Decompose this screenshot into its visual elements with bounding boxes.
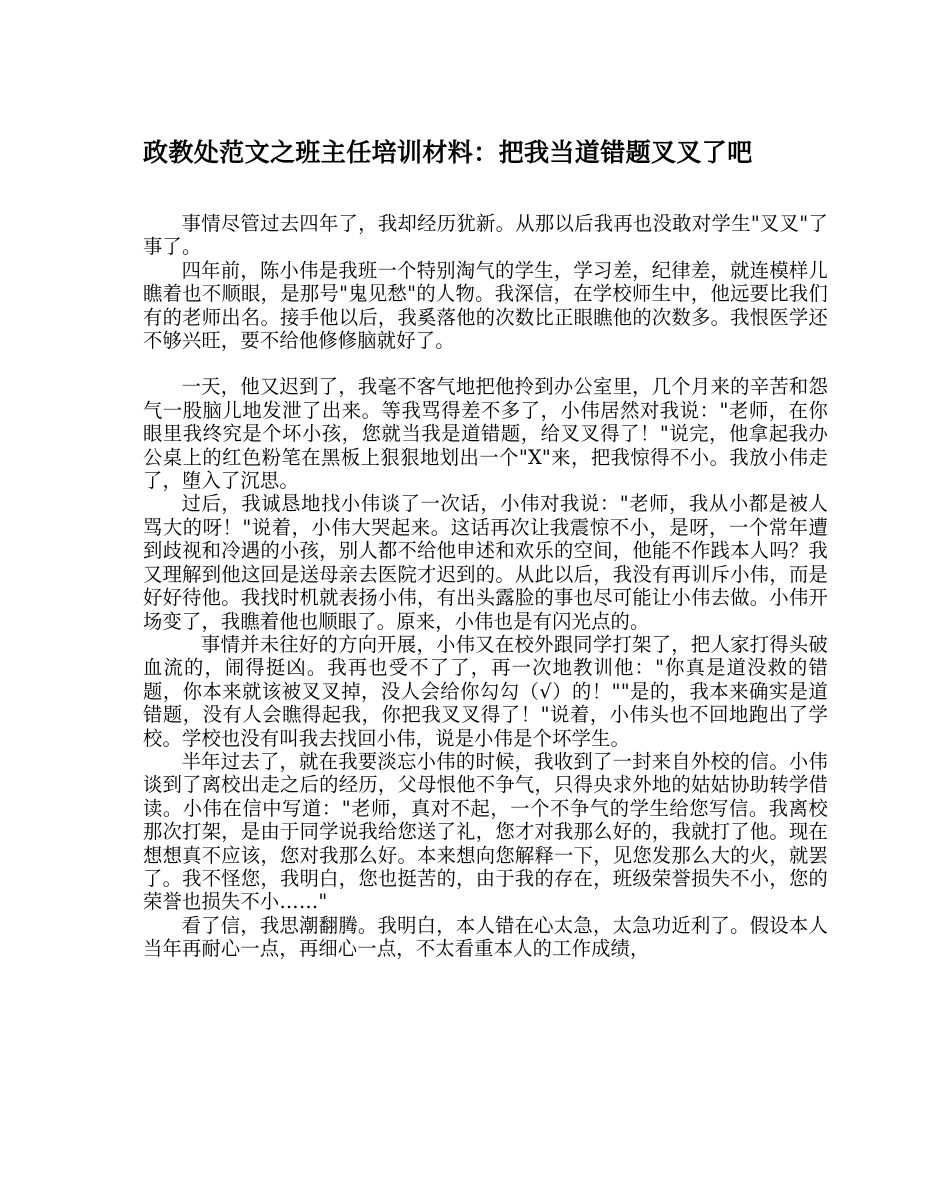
paragraph: 事情并未往好的方向开展，小伟又在校外跟同学打架了，把人家打得头破血流的，闹得挺凶。我再也受不了了，再一次地教训他："你真是道没救的错题，你本来就该被叉叉掉，没人会给你勾勾（√）的！""是的，我本来确实是道错题，没有人会瞧得起我，你把我叉叉得了！"说着，小伟头也不回地跑出了学校。学校也没有叫我去找回小伟，说是小伟是个坏学生。 bbox=[143, 632, 828, 750]
paragraph: 事情尽管过去四年了，我却经历犹新。从那以后我再也没敢对学生"叉叉"了事了。 bbox=[143, 212, 828, 259]
document-body bbox=[143, 212, 828, 961]
paragraph: 四年前，陈小伟是我班一个特别淘气的学生，学习差，纪律差，就连模样儿瞧着也不顺眼，是那号"鬼见愁"的人物。我深信，在学校师生中，他远要比我们有的老师出名。接手他以后，我奚落他的次数比正眼瞧他的次数多。我恨医学还不够兴旺，要不给他修修脑就好了。 bbox=[143, 258, 828, 353]
document-page bbox=[143, 0, 828, 961]
paragraph: 一天，他又迟到了，我毫不客气地把他拎到办公室里，几个月来的辛苦和怨气一股脑儿地发泄了出来。等我骂得差不多了，小伟居然对我说："老师，在你眼里我终究是个坏小孩，您就当我是道错题，给叉叉得了！"说完，他拿起我办公桌上的红色粉笔在黑板上狠狠地划出一个"X"来，把我惊得不小。我放小伟走了，堕入了沉思。 bbox=[143, 375, 828, 493]
document-title: 政教处范文之班主任培训材料：把我当道错题叉叉了吧 bbox=[143, 138, 753, 167]
paragraph: 过后，我诚恳地找小伟谈了一次话，小伟对我说："老师，我从小都是被人骂大的呀！"说着，小伟大哭起来。这话再次让我震惊不小，是呀，一个常年遭到歧视和冷遇的小孩，别人都不给他申述和欢乐的空间，他能不作践本人吗？我又理解到他这回是送母亲去医院才迟到的。从此以后，我没有再训斥小伟，而是好好待他。我找时机就表扬小伟，有出头露脸的事也尽可能让小伟去做。小伟开场变了，我瞧着他也顺眼了。原来，小伟也是有闪光点的。 bbox=[143, 492, 828, 633]
paragraph: 半年过去了，就在我要淡忘小伟的时候，我收到了一封来自外校的信。小伟谈到了离校出走之后的经历，父母恨他不争气，只得央求外地的姑姑协助转学借读。小伟在信中写道："老师，真对不起，一个不争气的学生给您写信。我离校那次打架，是由于同学说我给您送了礼，您才对我那么好的，我就打了他。现在想想真不应该，您对我那么好。本来想向您解释一下，见您发那么大的火，就罢了。我不怪您，我明白，您也挺苦的，由于我的存在，班级荣誉损失不小，您的荣誉也损失不小……" bbox=[143, 749, 828, 914]
paragraph: 看了信，我思潮翻腾。我明白，本人错在心太急，太急功近利了。假设本人当年再耐心一点，再细心一点，不太看重本人的工作成绩， bbox=[143, 913, 828, 961]
